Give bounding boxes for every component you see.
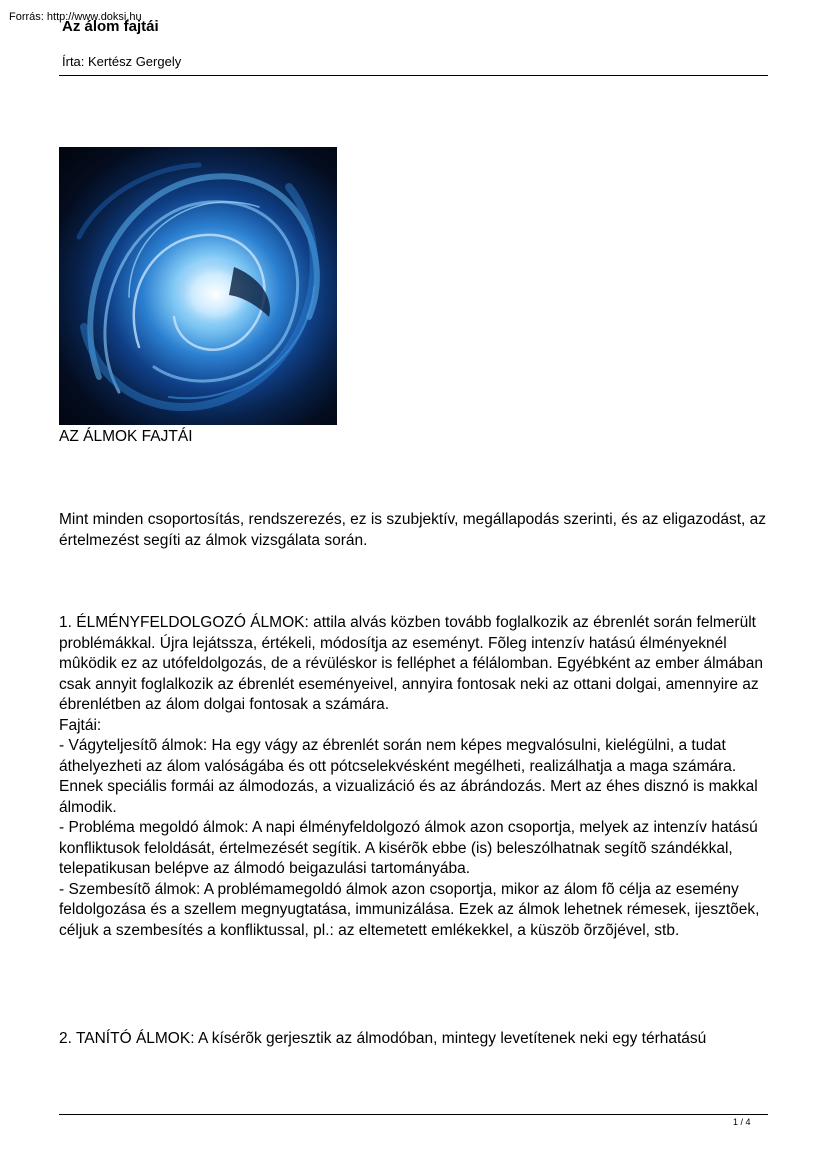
paragraph: - Probléma megoldó álmok: A napi élményfeldolgozó álmok azon csoportja, melyek az intenzív hatású konfliktusok feloldását, értelmezését segítik. A kisérõk ebbe (is) beleszólhatnak segítõ szándékkal, telepatikusan belépve az álmodó beigazulási tartományába. [59,819,758,877]
footer-divider [59,1114,768,1115]
section-dream-processing [59,613,771,941]
source-url: Forrás: http://www.doksi.hu [9,11,142,23]
swirl-graphic [59,147,337,425]
paragraph: Fajtái: [59,716,102,734]
section-heading: AZ ÁLMOK FAJTÁI [59,428,193,445]
section-teaching-dreams [59,1029,771,1050]
header-divider [59,75,768,76]
intro-text: Mint minden csoportosítás, rendszerezés, ez is szubjektív, megállapodás szerinti, és az eligazodást, az értelmezést segíti az álmok vizsgálata során. [59,511,767,549]
paragraph: - Szembesítõ álmok: A problémamegoldó álmok azon csoportja, mikor az álom fõ célja az esemény feldolgozása és a szellem megnyugtatása, immunizálása. Ezek az álmok lehetnek rémesek, ijesztõek, céljuk a szembesítés a konfliktussal, pl.: az eltemetett emlékekkel, a küszöb õrzõjével, stb. [59,880,760,939]
paragraph: 2. TANÍTÓ ÁLMOK: A kísérõk gerjesztik az álmodóban, mintegy levetítenek neki egy térhatású [59,1030,707,1047]
author-line: Írta: Kertész Gergely [62,54,182,69]
intro-paragraph [59,510,771,551]
page-title: Az álom fajtái [62,18,159,35]
paragraph: - Vágyteljesítõ álmok: Ha egy vágy az ébrenlét során nem képes megvalósulni, kielégülni, a tudat áthelyezheti az álom valóságába és ott pótcselekvésként megélheti, realizálhatja a maga számára. Ennek speciális formái az álmodozás, a vizualizáció és az ábrándozás. Mert az éhes disznó is makkal álmodik. [59,737,758,816]
paragraph: 1. ÉLMÉNYFELDOLGOZÓ ÁLMOK: attila alvás közben tovább foglalkozik az ébrenlét során felmerült problémákkal. Újra lejátssza, értékeli, módosítja az eseményt. Fõleg intenzív hatású élményeknél mûködik ez az utófeldolgozás, de a révüléskor is felléphet a félálomban. Egyébként az ember álmában csak annyit foglalkozik az ébrenlét eseményeivel, annyira fontosak neki az ottani dolgai, amennyire az ébrenlétben az álom dolgai fontosak a számára. [59,614,763,713]
dream-swirl-image [59,147,337,425]
page-number: 1 / 4 [733,1117,751,1127]
